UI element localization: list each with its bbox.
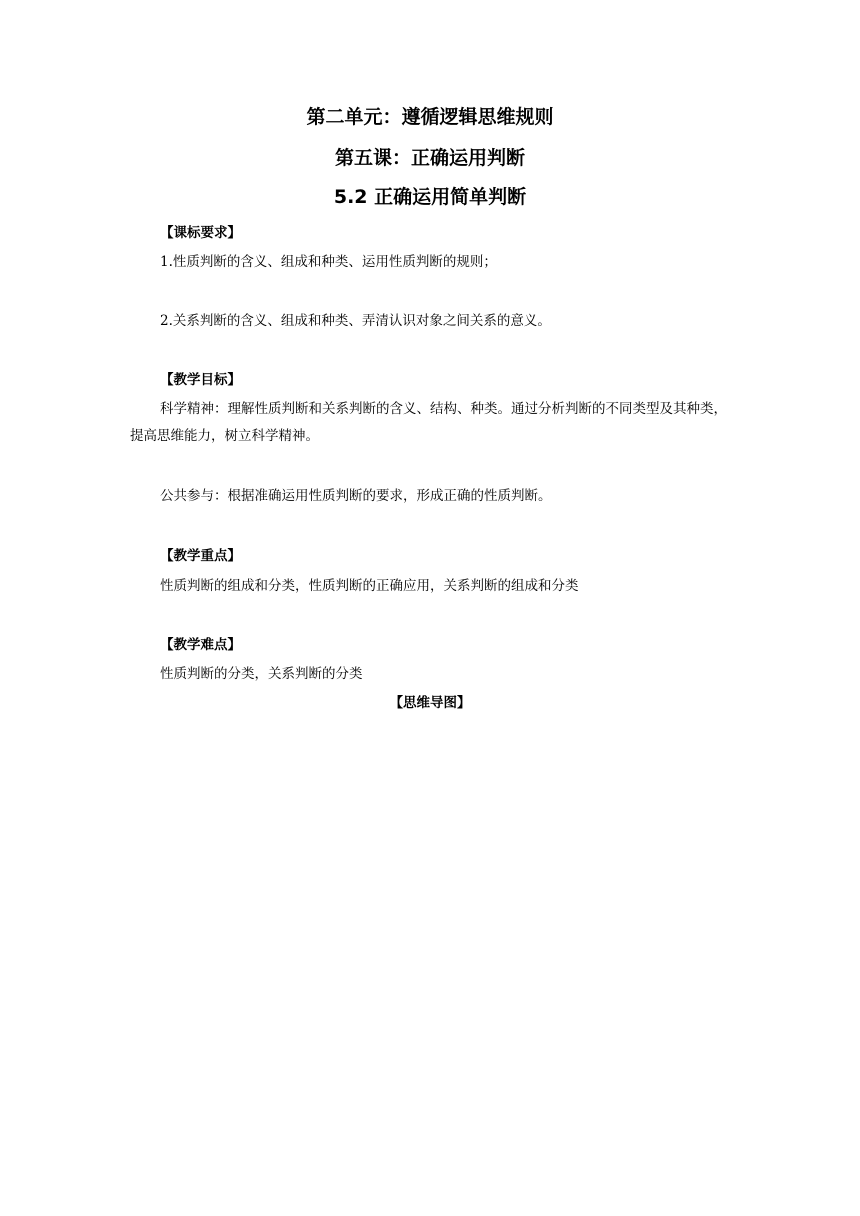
curriculum-item-2: 2.关系判断的含义、组成和种类、弄清认识对象之间关系的意义。	[160, 313, 551, 329]
difficulties-text: 性质判断的分类，关系判断的分类	[160, 666, 363, 682]
key-points-text: 性质判断的组成和分类，性质判断的正确应用，关系判断的组成和分类	[160, 578, 579, 594]
objective-science: 科学精神：理解性质判断和关系判断的含义、结构、种类。通过分析判断的不同类型及其种类，提高思维能力，树立科学精神。	[130, 401, 727, 444]
unit-title: 第二单元：遵循逻辑思维规则	[306, 106, 554, 128]
lesson-title: 第五课：正确运用判断	[334, 147, 525, 169]
mind-map-heading: 【思维导图】	[389, 695, 471, 711]
curriculum-item-1: 1.性质判断的含义、组成和种类、运用性质判断的规则；	[160, 254, 497, 270]
section-title: 5.2 正确运用简单判断	[333, 186, 527, 208]
curriculum-heading: 【课标要求】	[160, 225, 241, 241]
objectives-heading: 【教学目标】	[160, 372, 241, 388]
difficulties-heading: 【教学难点】	[160, 637, 241, 653]
objective-participation: 公共参与：根据准确运用性质判断的要求，形成正确的性质判断。	[160, 488, 552, 504]
key-points-heading: 【教学重点】	[160, 548, 241, 564]
